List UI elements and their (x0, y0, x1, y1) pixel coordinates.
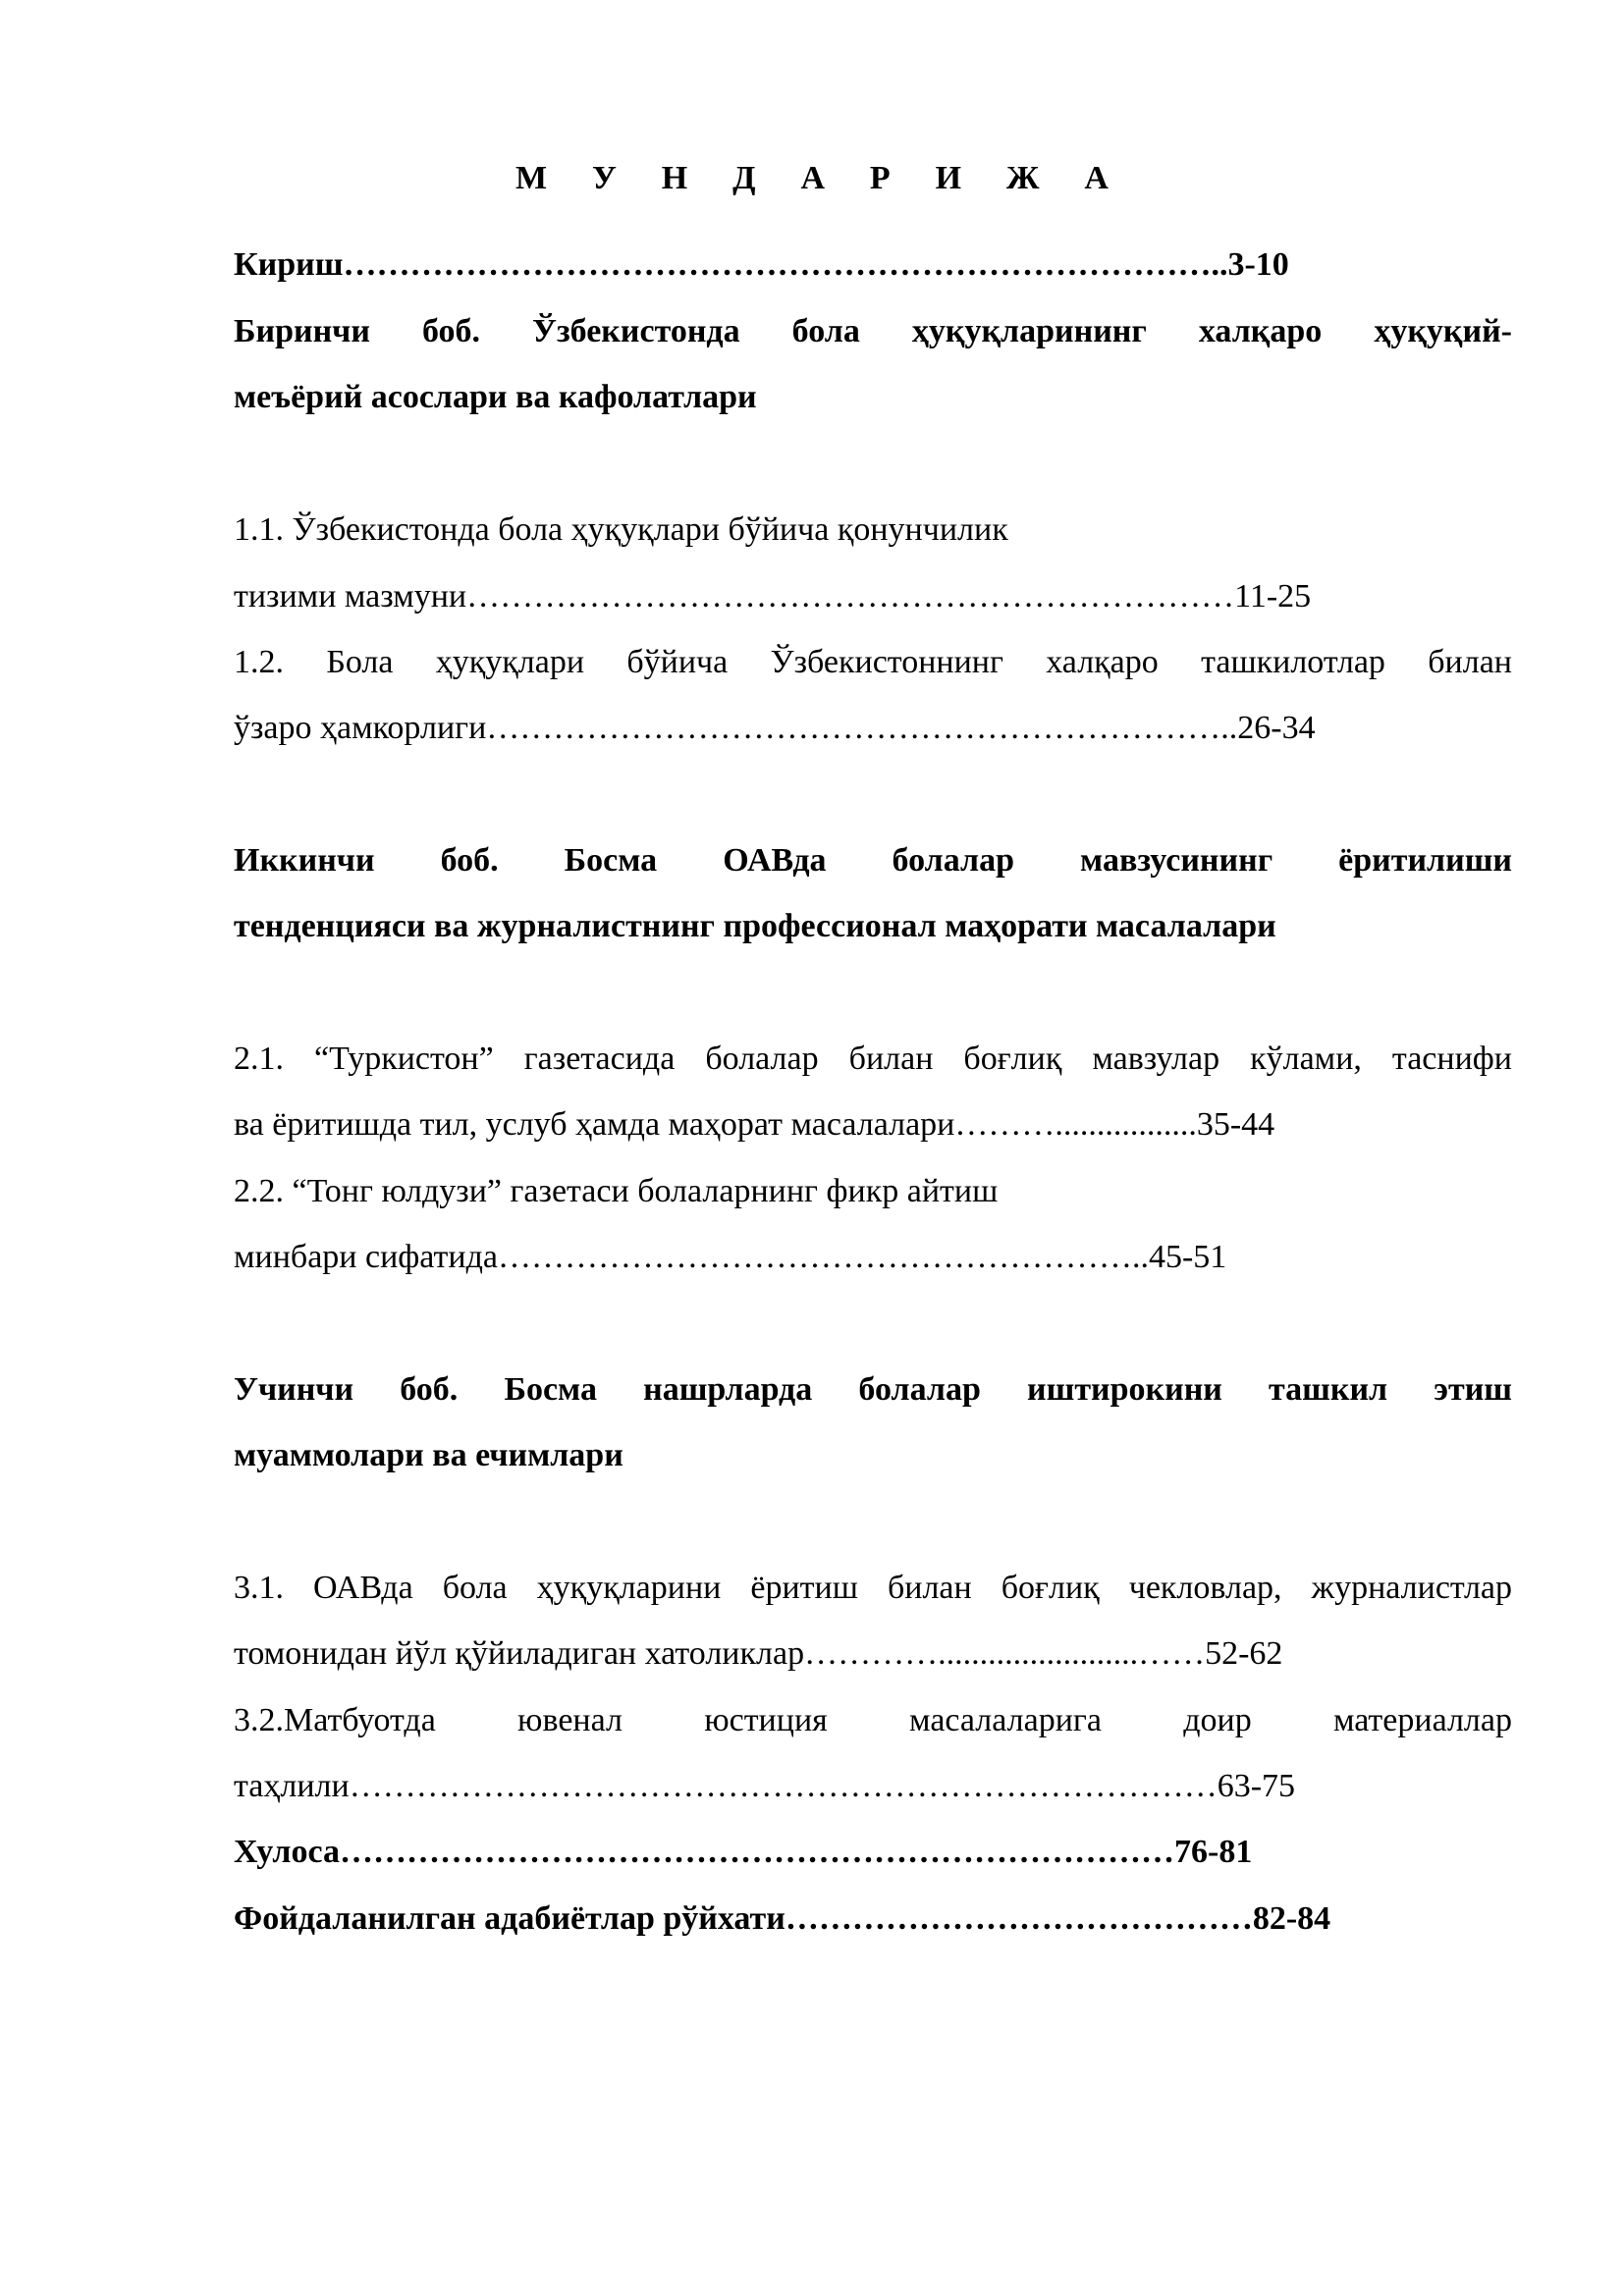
toc-entry-references: Фойдаланилган адабиётлар рўйхати……………………………………82-84 (234, 1900, 1331, 1937)
toc-section-1-1-line-2: тизими мазмуни……………………………………………………………11-25 (234, 578, 1312, 614)
toc-entry-intro: Кириш……………………………………………………………………..3-10 (234, 246, 1289, 283)
toc-section-2-1-line-1: 2.1. “Туркистон” газетасида болалар билан боғлиқ мавзулар кўлами, таснифи (234, 1041, 1512, 1077)
toc-chapter-3-line-1: Учинчи боб. Босма нашрларда болалар иштирокини ташкил этиш (234, 1371, 1512, 1408)
page-title: М У Н Д А Р И Ж А (514, 160, 1127, 196)
toc-section-3-2-line-2: таҳлили……………………………………………………………………63-75 (234, 1768, 1296, 1804)
toc-section-3-1-line-2: томонидан йўл қўйиладиган хатоликлар…………........................……52-62 (234, 1635, 1283, 1672)
toc-chapter-1-line-1: Биринчи боб. Ўзбекистонда бола ҳуқуқларининг халқаро ҳуқуқий- (234, 313, 1512, 349)
toc-section-3-1-line-1: 3.1. ОАВда бола ҳуқуқларини ёритиш билан боғлиқ чекловлар, журналистлар (234, 1570, 1512, 1606)
toc-chapter-2-line-2: тенденцияси ва журналистнинг профессионал маҳорати масалалари (234, 908, 1276, 944)
toc-section-1-1-line-1: 1.1. Ўзбекистонда бола ҳуқуқлари бўйича қонунчилик (234, 511, 1008, 548)
toc-chapter-1-line-2: меъёрий асослари ва кафолатлари (234, 379, 757, 415)
toc-section-2-1-line-2: ва ёритишда тил, услуб ҳамда маҳорат масалалари……….................35-44 (234, 1106, 1275, 1143)
toc-section-1-2-line-2: ўзаро ҳамкорлиги…………………………………………………………..26-34 (234, 710, 1316, 746)
toc-section-2-2-line-1: 2.2. “Тонг юлдузи” газетаси болаларнинг фикр айтиш (234, 1173, 999, 1209)
toc-entry-conclusion: Хулоса…………………………………………………………………76-81 (234, 1834, 1253, 1870)
toc-chapter-2-line-1: Иккинчи боб. Босма ОАВда болалар мавзусининг ёритилиши (234, 842, 1512, 879)
toc-section-3-2-line-1: 3.2.Матбуотда ювенал юстиция масалаларига доир материаллар (234, 1702, 1512, 1738)
toc-section-1-2-line-1: 1.2. Бола ҳуқуқлари бўйича Ўзбекистоннинг халқаро ташкилотлар билан (234, 644, 1512, 680)
toc-section-2-2-line-2: минбари сифатида…………………………………………………..45-51 (234, 1239, 1227, 1275)
toc-chapter-3-line-2: муаммолари ва ечимлари (234, 1437, 623, 1473)
